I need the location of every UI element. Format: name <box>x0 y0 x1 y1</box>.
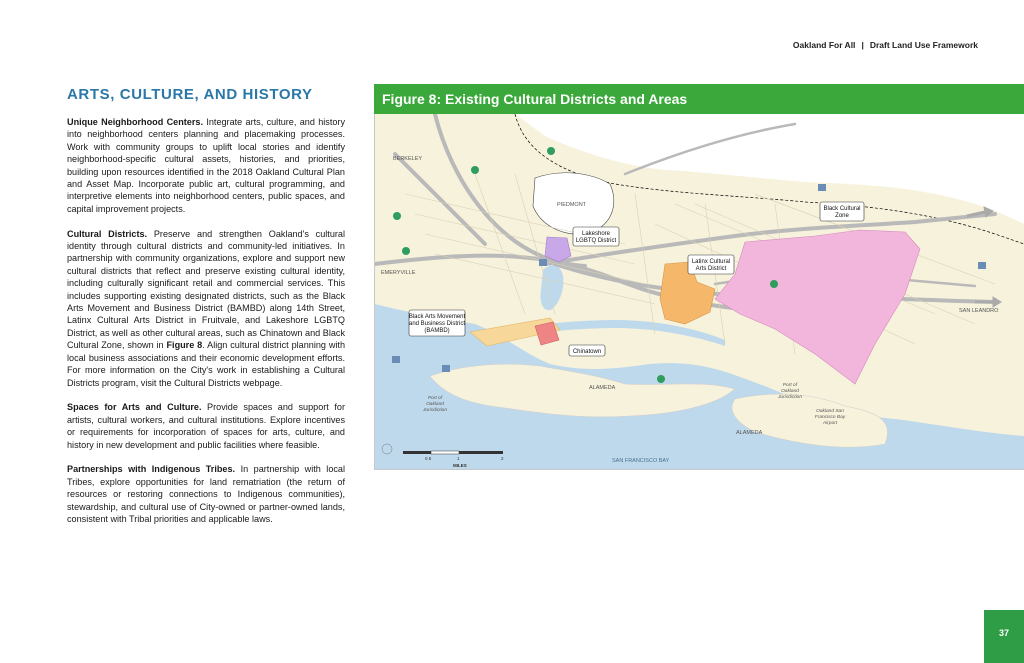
airport-line: Airport <box>822 421 838 426</box>
paragraph-lead: Unique Neighborhood Centers. <box>67 117 203 127</box>
scale-tick: 1 <box>457 456 460 461</box>
callout-line: (BAMBD) <box>424 328 450 334</box>
paragraph-indigenous-tribes <box>67 463 345 525</box>
airport-line: Oakland San <box>816 409 844 414</box>
interstate-icon <box>392 356 400 363</box>
scale-tick: 2 <box>501 456 504 461</box>
callout-line: Latinx Cultural <box>691 259 731 265</box>
callout-line: Black Cultural <box>823 206 861 212</box>
section-title: ARTS, CULTURE, AND HISTORY <box>67 86 313 103</box>
body-text <box>67 116 345 538</box>
paragraph-spaces-arts <box>67 401 345 451</box>
interstate-icon <box>442 365 450 372</box>
scale-tick: 0.5 <box>425 456 432 461</box>
interstate-icon <box>539 259 547 266</box>
interstate-icon <box>978 262 986 269</box>
shield-icon <box>770 280 778 288</box>
callout-line: Zone <box>835 213 849 219</box>
scale-segment <box>403 451 431 454</box>
paragraph-text: Integrate arts, culture, and history into neighborhood centers planning and placemaking processes. Work with community groups to uplift local stories and identify neighborhood-specific cultural assets, histories, and priorities, building upon resources identified in the 2018 Oakland Cultural Plan and Asset Map. Incorporate public art, cultural programming, and interpretive elements into neighborhood centers, public spaces, and capital improvement projects. <box>67 117 345 214</box>
port-line: Oakland <box>781 389 799 394</box>
shield-icon <box>657 375 665 383</box>
shield-icon <box>547 147 555 155</box>
header-section: Draft Land Use Framework <box>869 40 978 50</box>
label-piedmont: PIEDMONT <box>557 202 587 208</box>
shield-icon <box>393 212 401 220</box>
figure-reference: Figure 8 <box>166 340 203 351</box>
interstate-icon <box>818 184 826 191</box>
scale-segment <box>431 451 459 454</box>
paragraph-text-tail: . Align cultural district planning with local business associations and their economic development efforts. For more information on the City's work in establishing a Cultural Districts program, visit the Cultural Districts webpage. <box>67 340 346 388</box>
paragraph-lead: Cultural Districts. <box>67 228 148 239</box>
paragraph-text: Preserve and strengthen Oakland's cultural identity through cultural districts and community-led initiatives. In partnership with community organizations, explore and support new cultural districts that reflect and preserve existing cultural identity, including culturally significant retail and commercial services. This includes supporting existing designated districts, such as the Black Arts Movement and Business District (BAMBD) along 14th Street, Latinx Cultural Arts District in Fruitvale, and Lakeshore LGBTQ District, as well as other cultural areas, such as Chinatown and Black Cultural Zone, shown in <box>67 228 346 351</box>
callout-bambd <box>409 310 466 336</box>
header-doc-title: Oakland For All <box>792 40 856 50</box>
header-separator: | <box>861 40 864 50</box>
paragraph-text: In partnership with local Tribes, explore opportunities for land rematriation (the return of resources or restoring connections to Indigenous communities), stewardship, and cultural use of City-owned or partner-owned lands, consistent with Tribal priorities and applicable laws. <box>67 464 346 524</box>
port-line: Oakland <box>426 402 444 407</box>
callout-black-cultural-zone <box>820 202 864 221</box>
label-sf-bay: SAN FRANCISCO BAY <box>612 458 670 464</box>
running-header <box>793 40 978 50</box>
cultural-districts-map <box>375 114 1024 469</box>
shield-icon <box>471 166 479 174</box>
callout-line: Black Arts Movement <box>408 314 466 320</box>
paragraph-cultural-districts <box>67 228 345 389</box>
label-alameda: ALAMEDA <box>589 385 616 391</box>
callout-line: Chinatown <box>572 349 602 355</box>
callout-latinx <box>688 255 734 274</box>
shield-icon <box>402 247 410 255</box>
figure-title: Figure 8: Existing Cultural Districts and Areas <box>374 84 1024 114</box>
port-line: Port of <box>427 396 443 401</box>
paragraph-lead: Spaces for Arts and Culture. <box>67 402 202 413</box>
port-line: Port of <box>782 383 798 388</box>
callout-line: Arts District <box>695 266 727 272</box>
label-emeryville: EMERYVILLE <box>381 270 416 276</box>
callout-chinatown <box>569 345 605 356</box>
scale-segment <box>459 451 503 454</box>
paragraph-neighborhood-centers <box>67 116 345 215</box>
callout-line: LGBTQ District <box>575 238 617 244</box>
callout-lakeshore <box>573 227 619 246</box>
port-line: Jurisdiction <box>778 395 802 400</box>
port-line: Jurisdiction <box>423 408 447 413</box>
scale-unit: MILES <box>453 463 467 468</box>
page-number: 37 <box>984 610 1024 663</box>
callout-line: Lakeshore <box>581 231 611 237</box>
paragraph-text: Provide spaces and support for artists, cultural workers, and cultural institutions. Explore incentives or requirements for incorporation of spaces for arts, culture, and history in new development and public facilities where feasible. <box>67 402 345 450</box>
label-san-leandro: SAN LEANDRO <box>959 308 999 314</box>
label-berkeley: BERKELEY <box>393 156 423 162</box>
callout-line: and Business District <box>408 321 466 327</box>
paragraph-lead: Partnerships with Indigenous Tribes. <box>67 464 236 475</box>
airport-line: Francisco Bay <box>814 415 846 420</box>
label-alameda-south: ALAMEDA <box>736 430 763 436</box>
map-svg <box>375 114 1024 469</box>
